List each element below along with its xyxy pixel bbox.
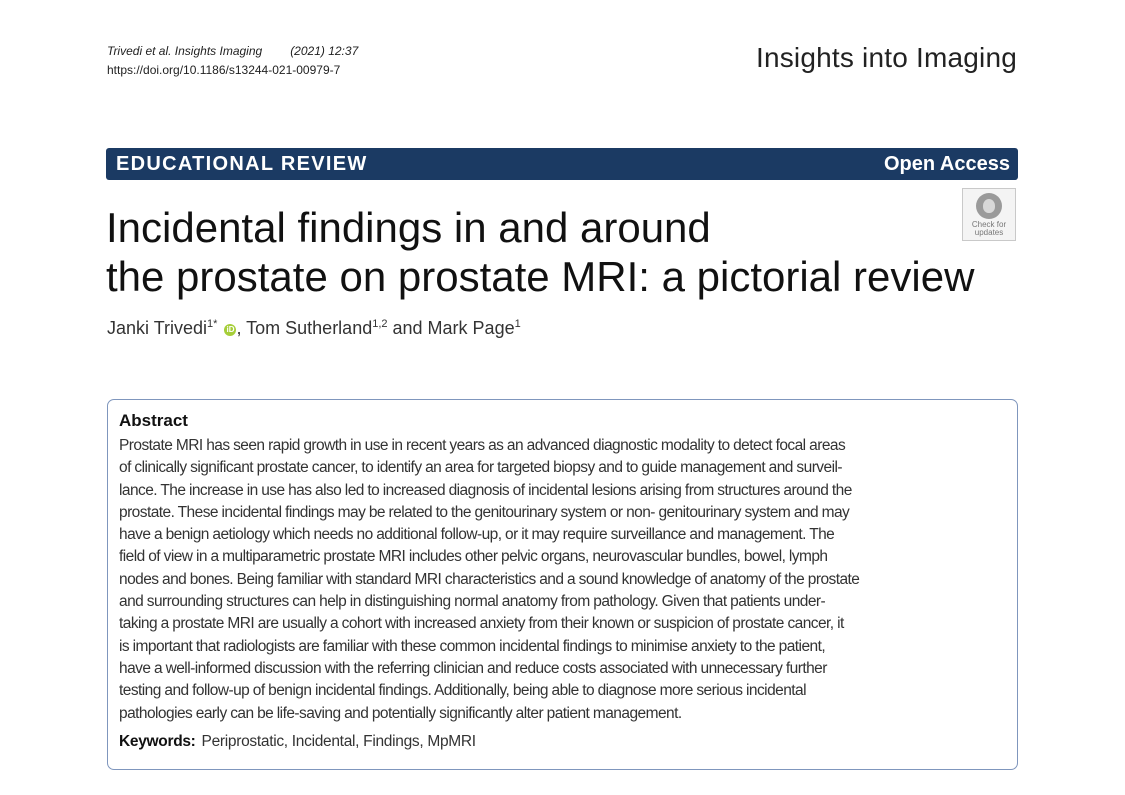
citation-line (107, 42, 358, 61)
citation-year: (2021) 12:37 (290, 44, 359, 58)
abstract-line: nodes and bones. Being familiar with standard MRI characteristics and a sound knowledge of anatomy of the prostate (119, 570, 860, 588)
check-updates-icon (976, 193, 1002, 219)
abstract-line: have a well-informed discussion with the referring clinician and reduce costs associated with unnecessary further (119, 659, 827, 677)
journal-name: Insights into Imaging (755, 42, 1017, 73)
abstract-heading: Abstract (119, 411, 188, 430)
author-name[interactable]: , Tom Sutherland (236, 318, 373, 338)
abstract-line: testing and follow-up of benign incidental findings. Additionally, being able to diagnose more serious incidental (119, 682, 807, 700)
keywords-label: Keywords: (119, 732, 196, 750)
abstract-text (119, 435, 1006, 725)
abstract-line: field of view in a multiparametric prostate MRI includes other pelvic organs, neurovascular bundles, bowel, lymph (119, 548, 828, 566)
abstract-box (107, 399, 1018, 770)
article-type-band (106, 148, 1018, 180)
affiliation-sup: 1 (514, 318, 521, 330)
doi-link[interactable]: https://doi.org/10.1186/s13244-021-00979-7 (107, 63, 341, 77)
citation-authors-journal: Trivedi et al. Insights Imaging (107, 44, 263, 58)
author-name[interactable]: and Mark Page (387, 318, 515, 338)
open-access-label: Open Access (884, 152, 1010, 175)
abstract-line: of clinically significant prostate cancer, to identify an area for targeted biopsy and to guide management and surveil- (119, 459, 842, 477)
title-line: the prostate on prostate MRI: a pictorial review (106, 253, 975, 300)
keywords-list: Periprostatic, Incidental, Findings, MpMRI (201, 732, 476, 750)
article-title (106, 203, 974, 301)
abstract-line: and surrounding structures can help in distinguishing normal anatomy from pathology. Given that patients under- (119, 593, 826, 611)
abstract-line: have a benign aetiology which needs no additional follow-up, or it may require surveillance and management. The (119, 526, 835, 544)
citation-header (107, 42, 358, 80)
orcid-icon[interactable]: iD (226, 325, 235, 334)
abstract-line: is important that radiologists are familiar with these common incidental findings to minimise anxiety to the patient, (119, 637, 826, 655)
affiliation-sup: 1* (207, 318, 218, 330)
keywords (119, 733, 1006, 751)
check-updates-label: Check for updates (971, 220, 1007, 237)
abstract-line: lance. The increase in use has also led to increased diagnosis of incidental lesions arising from structures around the (119, 481, 852, 499)
abstract-line: Prostate MRI has seen rapid growth in use in recent years as an advanced diagnostic modality to detect focal areas (119, 437, 846, 454)
abstract-line: pathologies early can be life-saving and potentially significantly alter patient management. (119, 704, 682, 722)
author-name[interactable]: Janki Trivedi (107, 318, 208, 338)
abstract-line: prostate. These incidental findings may be related to the genitourinary system or non- genitourinary system and may (119, 503, 850, 521)
abstract-line: taking a prostate MRI are usually a cohort with increased anxiety from their known or suspicion of prostate cancer, it (119, 615, 844, 633)
title-line: Incidental findings in and around (106, 204, 711, 251)
affiliation-sup: 1,2 (372, 318, 388, 330)
author-list (107, 318, 521, 339)
article-type: EDUCATIONAL REVIEW (116, 152, 368, 175)
